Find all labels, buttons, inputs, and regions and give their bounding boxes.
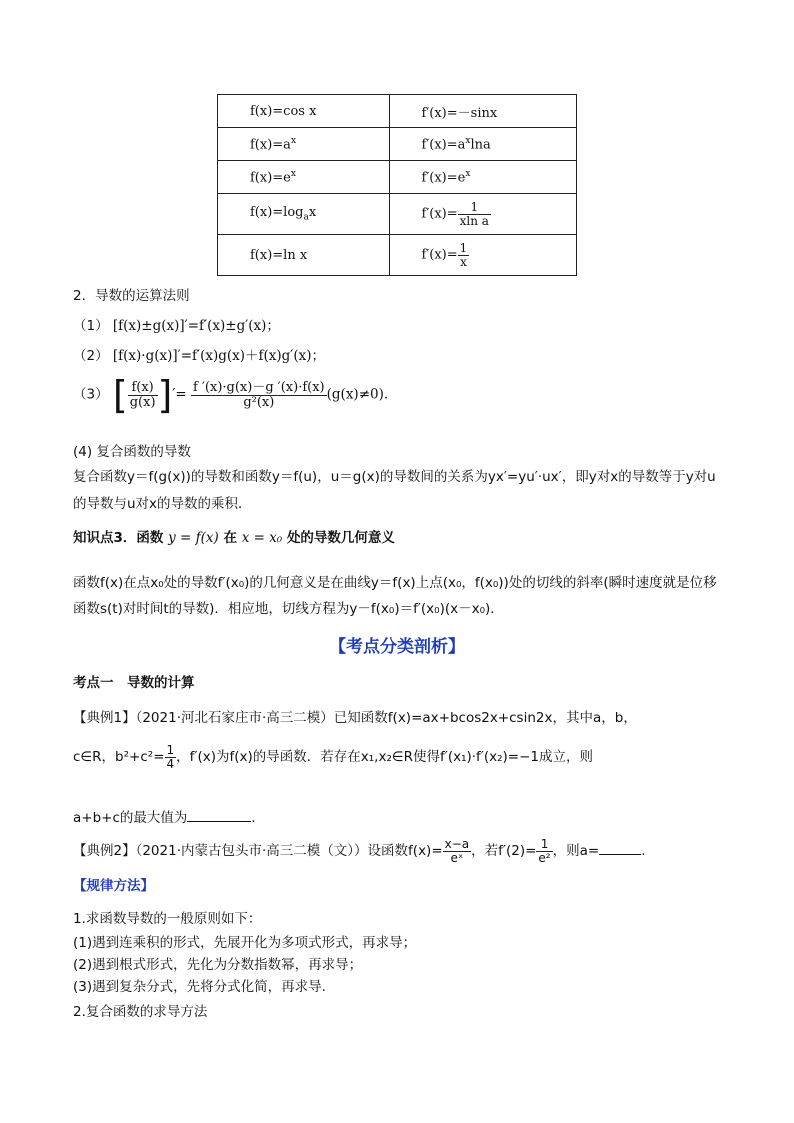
table-cell-derivative: f′(x)= $\frac{1}{\text{xln a}}$ — [389, 194, 576, 235]
rule-4-text-2: 的导数与u对x的导数的乘积． — [73, 496, 252, 512]
table-cell-derivative: f′(x)= $\frac{1}{x}$ — [389, 235, 576, 276]
example-1-line-3: a+b+c的最大值为 ． — [73, 810, 265, 826]
method-para: (2)遇到根式形式，先化为分数指数幂，再求导； — [73, 957, 363, 973]
kp3-text-2: 函数s(t)对时间t的导数)．相应地，切线方程为y－f(x₀)＝f′(x₀)(x－x₀)． — [73, 601, 504, 617]
method-para: (3)遇到复杂分式，先将分式化简，再求导. — [73, 979, 326, 995]
rules-heading: 2．导数的运算法则 — [73, 288, 190, 304]
table-cell-derivative: $f'(x)=e^x$ — [389, 161, 576, 194]
rule-4-text-1: 复合函数y＝f(g(x))的导数和函数y＝f(u)，u＝g(x)的导数间的关系为yx′=yu′·ux′，即y对x的导数等于y对u — [73, 469, 716, 485]
table-cell-function: f(x)=ln x — [218, 235, 390, 276]
rule-2: （2） [f(x)·g(x)]′=f′(x)g(x)＋f(x)g′(x)； — [73, 348, 326, 364]
example-1-line-1: 【典例1】（2021·河北石家庄市·高三二模）已知函数f(x)=ax+bcos2x+csin2x，其中a，b， — [73, 710, 637, 726]
rule-1: （1） [f(x)±g(x)]′=f′(x)±g′(x)； — [73, 318, 280, 334]
table-cell-function: $f(x)=\log_ax$ — [218, 194, 390, 235]
table-row — [218, 128, 577, 161]
knowledge-point-3: 知识点3．函数 y = f(x) 在 x = x₀ 处的导数几何意义 — [73, 530, 395, 546]
section-title: 【考点分类剖析】 — [329, 637, 465, 657]
table-row — [218, 161, 577, 194]
kp3-text-1: 函数f(x)在点x₀处的导数f′(x₀)的几何意义是在曲线y＝f(x)上点(x₀，f(x₀))处的切线的斜率(瞬时速度就是位移 — [73, 575, 717, 591]
topic-heading: 考点一 导数的计算 — [73, 675, 195, 691]
method-para: 1.求函数导数的一般原则如下： — [73, 911, 262, 927]
method-heading: 【规律方法】 — [73, 878, 154, 894]
table-cell-function: $f(x)=e^x$ — [218, 161, 390, 194]
table-cell-function: f(x)=cos x — [218, 95, 390, 128]
method-para: (1)遇到连乘积的形式，先展开化为多项式形式，再求导； — [73, 935, 417, 951]
table-row — [218, 194, 577, 235]
example-2: 【典例2】（2021·内蒙古包头市·高三二模（文））设函数f(x)= $\frac{x-a}{\text{eˣ}}$ ，若f′(2)= $\frac{1}{\text{e²}}$ ，则a= . — [73, 837, 646, 865]
answer-blank[interactable] — [599, 842, 641, 855]
table-cell-function: $f(x)=a^x$ — [218, 128, 390, 161]
rule-4-heading: (4) 复合函数的导数 — [73, 444, 191, 460]
table-cell-derivative: f′(x)=－sinx — [389, 95, 576, 128]
method-para: 2.复合函数的求导方法 — [73, 1004, 208, 1020]
table-cell-derivative: $f'(x)=a^x\ln a$ — [389, 128, 576, 161]
answer-blank[interactable] — [187, 809, 251, 822]
example-1-line-2: c∈R，b²+c²= $\frac{1}{4}$ ，f′(x)为f(x)的导函数．若存在x₁,x₂∈R使得f′(x₁)·f′(x₂)=−1成立，则 — [73, 743, 594, 771]
table-row — [218, 95, 577, 128]
table-row — [218, 235, 577, 276]
rule-3: （3） [ $\frac{f(x)}{g(x)}$ ]′= $\frac{f '(x)\cdot g(x)-g '(x)\cdot f(x)}{\text{g²(x)}}$ (g(x)≠0). — [73, 373, 389, 417]
derivative-table — [217, 94, 577, 276]
